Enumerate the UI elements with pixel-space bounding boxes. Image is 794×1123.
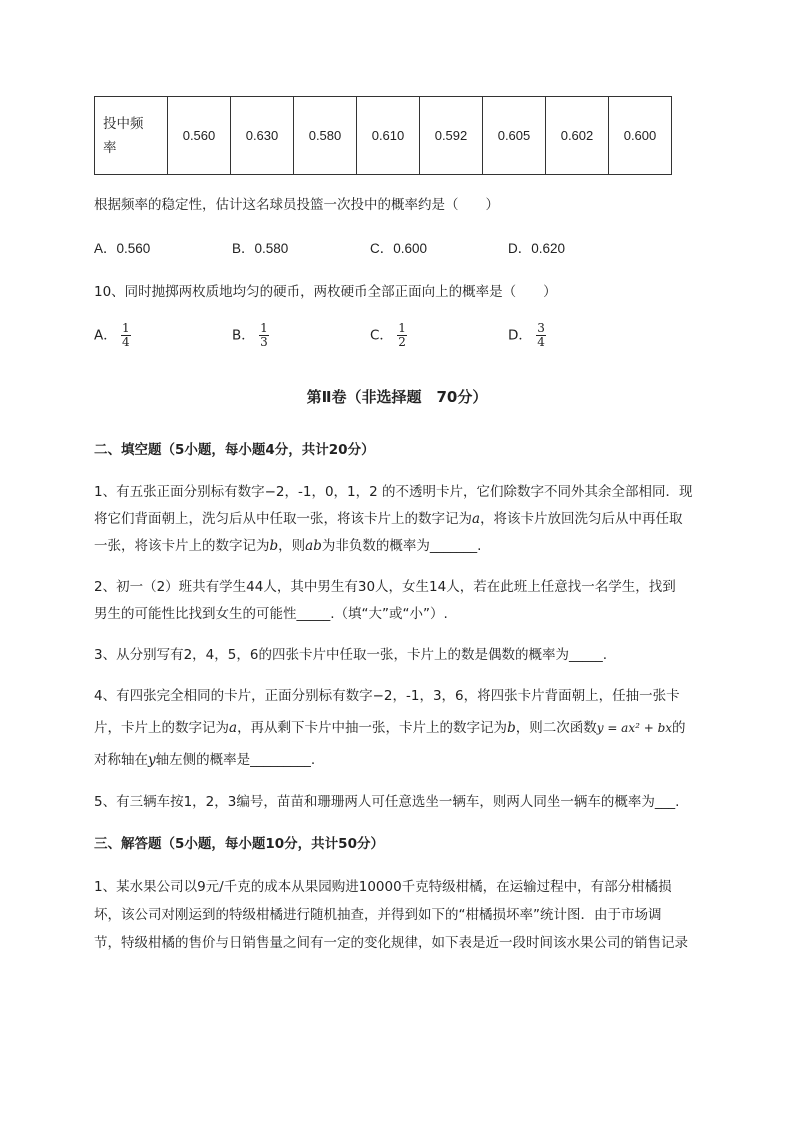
q9-stem: 根据频率的稳定性，估计这名球员投篮一次投中的概率约是（ ） bbox=[94, 197, 499, 213]
q10-option-a bbox=[94, 322, 131, 349]
fraction bbox=[121, 322, 131, 349]
fraction bbox=[397, 322, 407, 349]
q10-option-b bbox=[232, 322, 269, 349]
text: 片，卡片上的数字记为 bbox=[94, 720, 229, 736]
label-line-2: 率 bbox=[103, 139, 117, 156]
frequency-table bbox=[94, 96, 672, 175]
answer-q1-line2: 坏，该公司对刚运到的特级柑橘进行随机抽查，并得到如下的“柑橘损坏率”统计图．由于市场调 bbox=[94, 907, 662, 923]
fill-q4-line3 bbox=[94, 748, 315, 768]
answer-heading: 三、解答题（5小题，每小题10分，共计50分） bbox=[94, 836, 384, 852]
fraction bbox=[259, 322, 269, 349]
fill-q4-line1: 4、有四张完全相同的卡片，正面分别标有数字−2，-1，3，6，将四张卡片背面朝上，任抽一张卡 bbox=[94, 688, 680, 704]
label-line-1: 投中频 bbox=[103, 115, 144, 132]
option-label: B． bbox=[232, 327, 255, 344]
q9-option-c: C．0.600 bbox=[370, 241, 428, 256]
table-cell: 0.610 bbox=[357, 97, 420, 175]
q9-option-a: A．0.560 bbox=[94, 241, 151, 256]
q10-option-d bbox=[508, 322, 546, 349]
text: 的 bbox=[672, 720, 686, 736]
table-cell: 0.630 bbox=[231, 97, 294, 175]
table-cell: 0.592 bbox=[420, 97, 483, 175]
table-row-label bbox=[95, 97, 168, 175]
fill-q5: 5、有三辆车按1，2，3编号，苗苗和珊珊两人可任意选坐一辆车，则两人同坐一辆车的概率为___. bbox=[94, 794, 680, 810]
fill-q2-line1: 2、初一（2）班共有学生44人，其中男生有30人，女生14人，若在此班上任意找一名学生，找到 bbox=[94, 579, 676, 595]
denominator: 2 bbox=[398, 335, 406, 349]
text: 对称轴在 bbox=[94, 752, 148, 768]
q9-option-b: B．0.580 bbox=[232, 241, 289, 256]
var-y: y bbox=[148, 752, 156, 768]
var-b: b bbox=[507, 720, 516, 736]
text: ，则二次函数 bbox=[515, 720, 597, 736]
fraction bbox=[536, 322, 546, 349]
option-label: D． bbox=[508, 327, 532, 344]
answer-q1-line3: 节，特级柑橘的售价与日销售量之间有一定的变化规律，如下表是近一段时间该水果公司的销售记录 bbox=[94, 935, 688, 951]
denominator: 4 bbox=[537, 335, 545, 349]
part2-title: 第Ⅱ卷（非选择题 70分） bbox=[306, 388, 488, 406]
table-cell: 0.580 bbox=[294, 97, 357, 175]
text: 将它们背面朝上，洗匀后从中任取一张，将该卡片上的数字记为 bbox=[94, 511, 472, 527]
text: ，则 bbox=[278, 538, 306, 554]
option-label: C． bbox=[370, 327, 393, 344]
answer-q1-line1: 1、某水果公司以9元/千克的成本从果园购进10000千克特级柑橘，在运输过程中，有部分柑橘损 bbox=[94, 879, 672, 895]
var-a: a bbox=[229, 720, 238, 736]
text: 一张，将该卡片上的数字记为 bbox=[94, 538, 270, 554]
text: ，将该卡片放回洗匀后从中再任取 bbox=[480, 511, 683, 527]
table-cell: 0.602 bbox=[546, 97, 609, 175]
var-b: b bbox=[269, 538, 279, 554]
fill-q2-line2: 男生的可能性比找到女生的可能性_____.（填“大”或“小”）. bbox=[94, 606, 448, 622]
fill-q4-line2 bbox=[94, 716, 686, 736]
fill-heading: 二、填空题（5小题，每小题4分，共计20分） bbox=[94, 442, 375, 458]
fill-q3: 3、从分别写有2，4，5，6的四张卡片中任取一张，卡片上的数是偶数的概率为_____. bbox=[94, 647, 607, 663]
var-ab: ab bbox=[305, 538, 322, 554]
table-cell: 0.600 bbox=[609, 97, 672, 175]
q10-stem: 10、同时抛掷两枚质地均匀的硬币，两枚硬币全部正面向上的概率是（ ） bbox=[94, 284, 557, 300]
numerator: 1 bbox=[260, 321, 268, 335]
q9-option-d: D．0.620 bbox=[508, 241, 566, 256]
denominator: 4 bbox=[122, 335, 130, 349]
fill-q1-line3 bbox=[94, 534, 481, 554]
table-cell: 0.605 bbox=[483, 97, 546, 175]
numerator: 1 bbox=[398, 321, 406, 335]
table-row bbox=[95, 97, 672, 175]
quadratic-function: y = ax² + bx bbox=[596, 721, 673, 735]
text: ，再从剩下卡片中抽一张，卡片上的数字记为 bbox=[237, 720, 508, 736]
table-cell: 0.560 bbox=[168, 97, 231, 175]
numerator: 3 bbox=[537, 321, 545, 335]
denominator: 3 bbox=[260, 335, 268, 349]
fill-q1-line2 bbox=[94, 507, 683, 527]
numerator: 1 bbox=[122, 321, 130, 335]
fill-q1-line1: 1、有五张正面分别标有数字−2，-1，0，1，2 的不透明卡片，它们除数字不同外其余全部相同．现 bbox=[94, 484, 693, 500]
text: 轴左侧的概率是_________. bbox=[155, 752, 316, 768]
q10-option-c bbox=[370, 322, 407, 349]
text: 为非负数的概率为_______. bbox=[321, 538, 482, 554]
var-a: a bbox=[472, 511, 481, 527]
option-label: A． bbox=[94, 327, 117, 344]
